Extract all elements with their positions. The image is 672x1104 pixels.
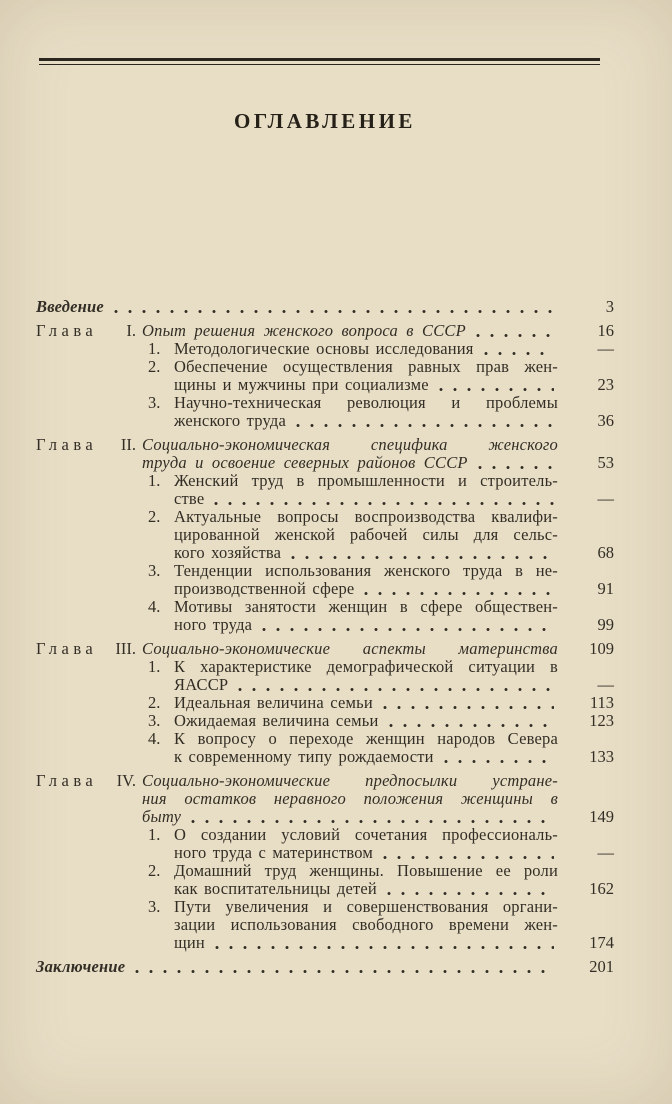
entry-text: Социально-экономические предпосылки устране- [142,771,558,790]
entry-text: Социально-экономическая специфика женского [142,435,558,454]
toc-row [36,790,614,808]
entry-text: Тенденции использования женского труда в не- [174,561,558,580]
entry-text: ЯАССР [174,675,229,694]
entry-text: Научно-техническая революция и проблемы [174,393,558,412]
toc-row [36,712,614,730]
entry-text: Обеспечение осуществления равных прав жен- [174,357,558,376]
page-number: 53 [597,453,614,472]
chapter-numeral: III. [115,639,136,658]
entry-text: Мотивы занятости женщин в сфере обществен- [174,597,558,616]
dot-leader [387,891,554,896]
entry-text: кого хозяйства [174,543,282,562]
entry-text: Введение [36,297,104,316]
toc-row [36,934,614,952]
entry-text: стве [174,489,205,508]
dot-leader [383,855,554,860]
item-number: 3. [148,393,161,412]
toc-row [36,322,614,340]
chapter-label [36,640,136,658]
toc-row [36,916,614,934]
entry-text: труда и освоение северных районов СССР [142,453,468,472]
page-number: 99 [597,615,614,634]
toc-row [36,616,614,634]
chapter-label [36,322,136,340]
dot-leader [135,969,554,974]
entry-text: зации использования свободного времени жен- [174,915,558,934]
page-number: — [597,489,614,508]
dot-leader [439,387,554,392]
entry-text: Опыт решения женского вопроса в СССР [142,321,466,340]
entry-text: Методологические основы исследования [174,339,474,358]
item-number: 4. [148,729,161,748]
item-number: 1. [148,657,161,676]
toc-row [36,508,614,526]
entry-text: Заключение [36,957,126,976]
page-number: 109 [589,639,614,658]
item-number: 2. [148,507,161,526]
toc-row [36,826,614,844]
chapter-numeral: IV. [116,771,136,790]
toc-row [36,730,614,748]
toc-row [36,490,614,508]
item-number: 1. [148,825,161,844]
chapter-label [36,436,136,454]
entry-text: женского труда [174,411,286,430]
entry-text: щин [174,933,205,952]
chapter-word: Глава [36,321,98,340]
entry-text: к современному типу рождаемости [174,747,434,766]
page-number: 133 [589,747,614,766]
dot-leader [238,687,554,692]
toc-row [36,580,614,598]
item-number: 2. [148,693,161,712]
toc-row [36,412,614,430]
toc-row [36,844,614,862]
entry-text: цированной женской рабочей силы для сельс- [174,525,558,544]
entry-text: Женский труд в промышленности и строитель- [174,471,558,490]
page-number: — [597,339,614,358]
item-number: 3. [148,711,161,730]
toc-row [36,748,614,766]
entry-text: Домашний труд женщины. Повышение ее роли [174,861,558,880]
toc-row [36,640,614,658]
double-rule [39,58,600,65]
entry-text: Пути увеличения и совершенствования органи- [174,897,558,916]
chapter-word: Глава [36,639,98,658]
toc-row [36,562,614,580]
toc-row [36,358,614,376]
toc-row [36,454,614,472]
toc-row [36,376,614,394]
chapter-numeral: I. [126,321,136,340]
toc-row [36,472,614,490]
page-number: 149 [589,807,614,826]
dot-leader [476,333,554,338]
page-number: 23 [597,375,614,394]
entry-text: К вопросу о переходе женщин народов Севера [174,729,558,748]
toc-row [36,658,614,676]
entry-text: щины и мужчины при социализме [174,375,429,394]
item-number: 3. [148,561,161,580]
dot-leader [191,819,554,824]
dot-leader [478,465,554,470]
entry-text: ного труда с материнством [174,843,374,862]
dot-leader [383,705,554,710]
dot-leader [114,309,554,314]
item-number: 3. [148,897,161,916]
dot-leader [444,759,554,764]
page-number: — [597,843,614,862]
toc-row [36,880,614,898]
entry-text: как воспитательницы детей [174,879,377,898]
toc-row [36,808,614,826]
page-number: 174 [589,933,614,952]
item-number: 2. [148,357,161,376]
page-number: 36 [597,411,614,430]
dot-leader [291,555,554,560]
entry-text: производственной сфере [174,579,355,598]
toc-row [36,898,614,916]
toc-row [36,544,614,562]
page-number: 123 [589,711,614,730]
dot-leader [484,351,554,356]
chapter-numeral: II. [120,435,136,454]
toc-row [36,394,614,412]
item-number: 4. [148,597,161,616]
toc-row [36,772,614,790]
entry-text: Идеальная величина семьи [174,693,373,712]
toc-row [36,598,614,616]
entry-text: ного труда [174,615,253,634]
dot-leader [214,501,554,506]
item-number: 2. [148,861,161,880]
entry-text: ния остатков неравного положения женщины в [142,789,558,808]
entry-text: Ожидаемая величина семьи [174,711,379,730]
entry-text: О создании условий сочетания профессиональ- [174,825,558,844]
page-number: 113 [589,693,614,712]
toc-row [36,862,614,880]
toc-row [36,298,614,316]
chapter-word: Глава [36,771,98,790]
page-number: 201 [589,957,614,976]
dot-leader [215,945,554,950]
toc-row [36,958,614,976]
page-number: 162 [589,879,614,898]
entry-text: К характеристике демографической ситуации в [174,657,558,676]
toc-row [36,340,614,358]
page-title: ОГЛАВЛЕНИЕ [234,109,416,133]
dot-leader [364,591,554,596]
dot-leader [296,423,554,428]
entry-text: быту [142,807,182,826]
dot-leader [262,627,554,632]
item-number: 1. [148,339,161,358]
page-number: 3 [605,297,614,316]
dot-leader [389,723,555,728]
toc-row [36,694,614,712]
table-of-contents [36,298,614,976]
toc-row [36,436,614,454]
item-number: 1. [148,471,161,490]
entry-text: Актуальные вопросы воспроизводства квалифи- [174,507,558,526]
toc-row [36,676,614,694]
toc-row [36,526,614,544]
entry-text: Социально-экономические аспекты материнства [142,639,558,658]
page-number: 91 [597,579,614,598]
chapter-label [36,772,136,790]
page-number: 16 [597,321,614,340]
chapter-word: Глава [36,435,98,454]
page-number: 68 [597,543,614,562]
page-number: — [597,675,614,694]
